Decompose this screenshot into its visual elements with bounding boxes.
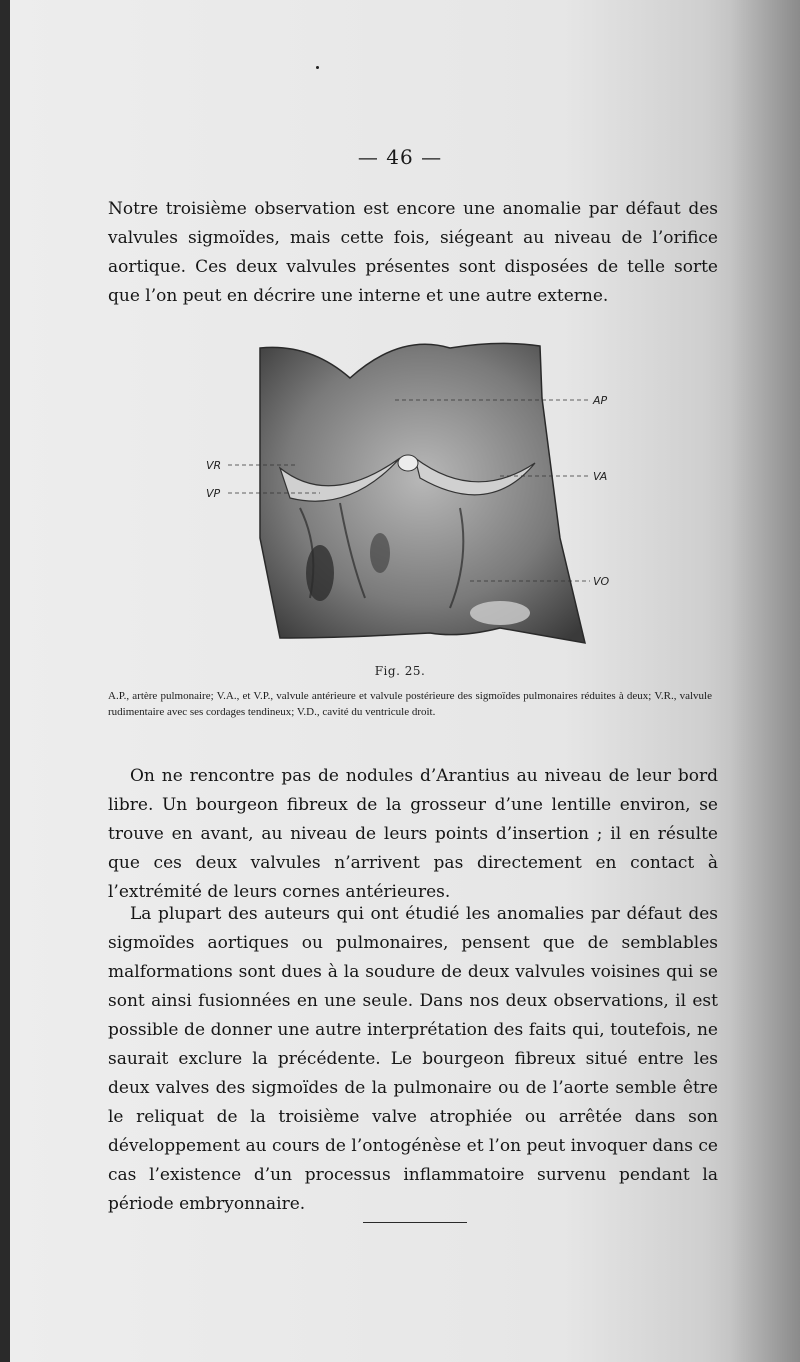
label-vp: VP — [206, 487, 221, 500]
paragraph-intro: Notre troisième observation est encore une anomalie par défaut des valvules sigmoïdes, mais cette fois, siégeant au niveau de l’orifice aortique. Ces deux valvules présentes sont disposées de telle sorte que l’on peut en décrire une interne et une autre externe. — [108, 199, 718, 306]
page-number: — 46 — — [357, 145, 443, 169]
label-vo: VO — [593, 575, 610, 588]
ink-speck — [316, 66, 319, 69]
fibrous-bud — [398, 455, 418, 471]
paragraph-authors: La plupart des auteurs qui ont étudié les anomalies par défaut des sigmoïdes aortiques ou pulmonaires, pensent que de semblables malformations sont dues à la soudure de deux valvules voisines qui se sont ainsi fusionnées en une seule. Dans nos deux observations, il est possible de donner une autre interprétation des faits qui, toutefois, ne saurait exclure la précédente. Le bourgeon fibreux situé entre les deux valves des sigmoïdes de la pulmonaire ou de l’aorte semble être le reliquat de la troisième valve atrophiée ou arrêtée dans son développement au cours de l’ontogénèse et l’on peut invoquer dans ce cas l’existence d’un processus inflammatoire survenu pendant la période embryonnaire. — [108, 904, 718, 1214]
label-vr: VR — [206, 459, 222, 472]
figure-caption: Fig. 25. — [374, 664, 426, 678]
paragraph-nodules: On ne rencontre pas de nodules d’Arantius au niveau de leur bord libre. Un bourgeon fibreux de la grosseur d’une lentille environ, se trouve en avant, au niveau de leurs points d’insertion ; il en résulte que ces deux valvules n’arrivent pas directement en contact à l’extrémité de leurs cornes antérieures. — [108, 766, 718, 902]
figure-legend: A.P., artère pulmonaire; V.A., et V.P., valvule antérieure et valvule postérieure des sigmoïdes pulmonaires réduites à deux; V.R., valvule rudimentaire avec ses cordages tendineux; V.D., cavité du ventricule droit. — [108, 690, 712, 718]
cavity-3 — [470, 601, 530, 625]
page-edge-shadow — [730, 0, 800, 1362]
end-rule — [363, 1222, 467, 1223]
figure-illustration — [200, 338, 620, 658]
label-va: VA — [593, 470, 608, 483]
cavity-2 — [370, 533, 390, 573]
label-ap: AP — [593, 394, 608, 407]
